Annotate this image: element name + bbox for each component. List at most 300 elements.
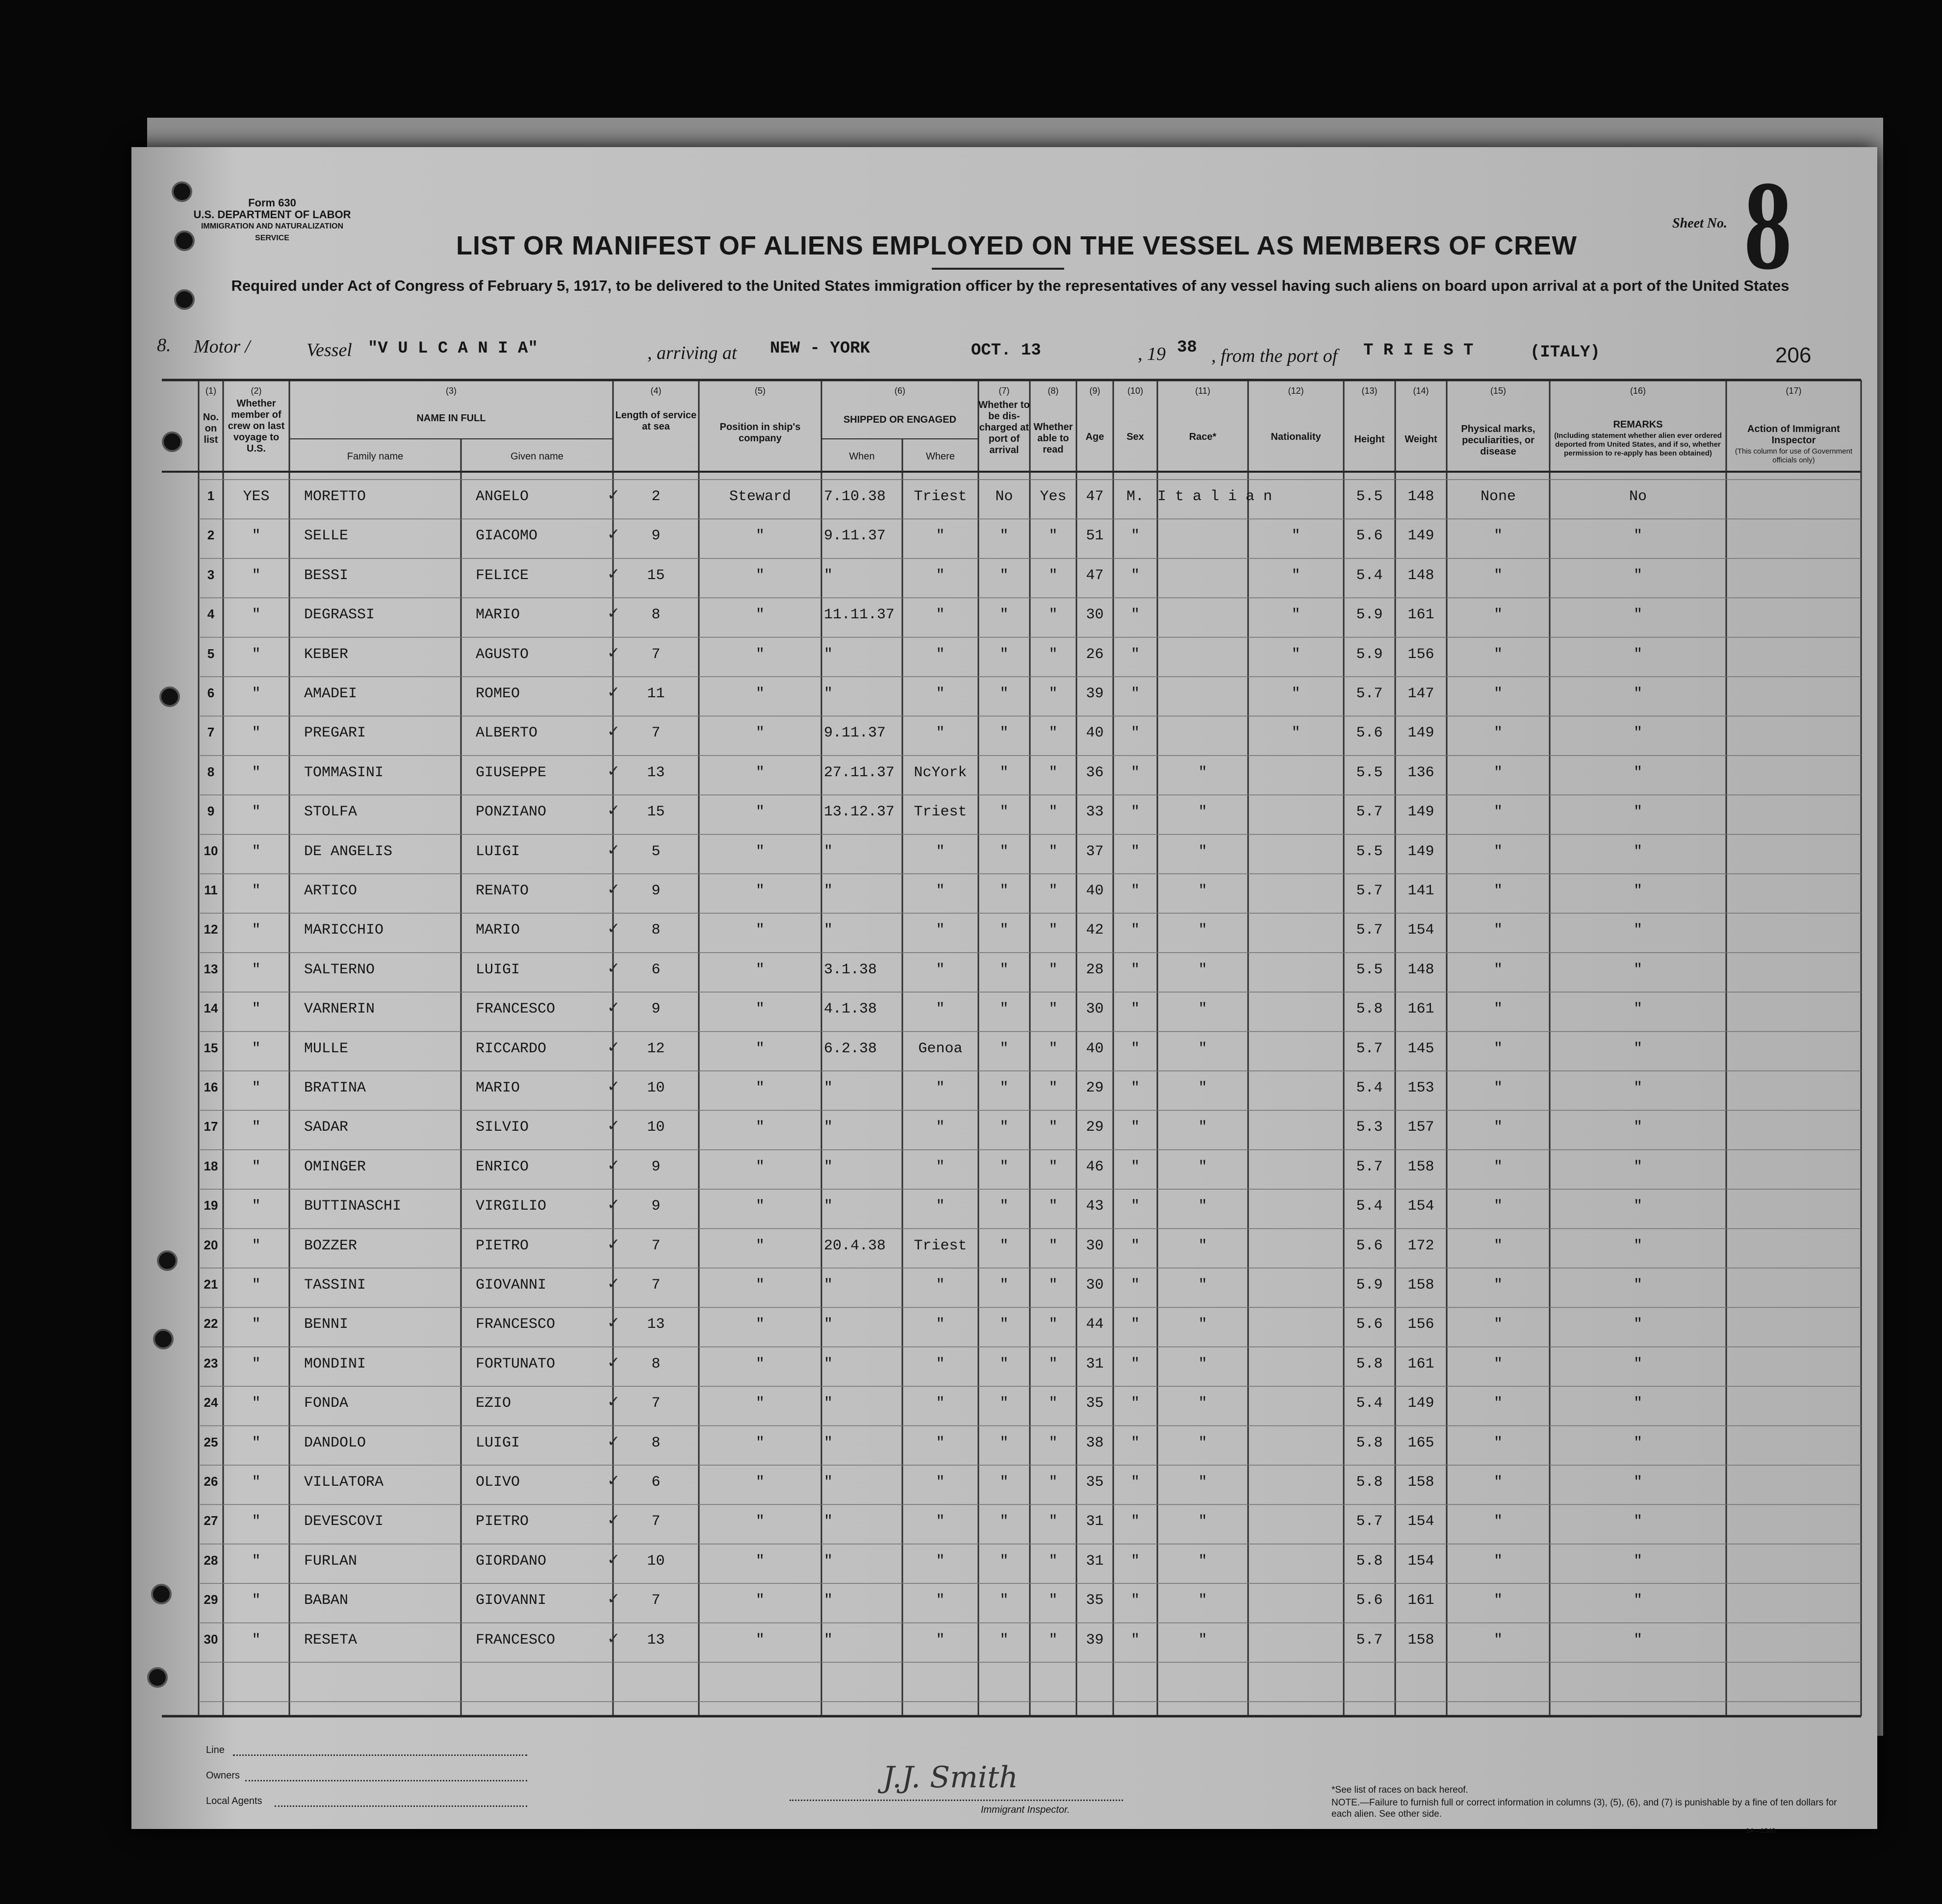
column-number: (13) — [1361, 386, 1378, 396]
header-remarks-note: (Including statement whether alien ever ordered deported from United States, and if so, whether permission to re-apply has been obtained) — [1554, 432, 1722, 457]
cell-service: 7 — [651, 1395, 661, 1412]
cell-read: " — [1048, 1277, 1058, 1294]
cell-remarks: " — [1633, 883, 1642, 899]
cell-sex: " — [1130, 1198, 1140, 1215]
check-mark-icon: ✓ — [608, 1274, 619, 1294]
cell-discharged: " — [999, 1355, 1009, 1372]
cell-remarks: " — [1633, 567, 1642, 584]
cell-service: 10 — [647, 1080, 665, 1096]
cell-marks: " — [1493, 1552, 1503, 1570]
cell-given: ANGELO — [476, 488, 529, 505]
cell-age: 40 — [1086, 883, 1104, 899]
cell-height: 5.6 — [1356, 1592, 1383, 1609]
cell-discharged: " — [999, 646, 1009, 663]
header-prior-voyage: Whether member of crew on last voyage to U.S. — [228, 398, 285, 454]
cell-height: 5.9 — [1356, 607, 1383, 624]
cell-weight: 156 — [1407, 1316, 1434, 1333]
cell-no: 2 — [207, 528, 215, 543]
cell-no: 4 — [207, 607, 215, 622]
cell-weight: 154 — [1407, 922, 1434, 939]
check-mark-icon: ✓ — [608, 1471, 619, 1491]
cell-height: 5.4 — [1356, 1395, 1383, 1412]
header-length-of-service: Length of service at sea — [615, 410, 697, 432]
cell-remarks: " — [1633, 922, 1642, 939]
cell-weight: 154 — [1407, 1198, 1434, 1215]
check-mark-icon: ✓ — [608, 919, 619, 939]
print-code: 14—1340 — [1746, 1827, 1776, 1834]
owners-field — [245, 1780, 527, 1781]
cell-nationality: " — [1291, 685, 1301, 702]
check-mark-icon: ✓ — [608, 1234, 619, 1255]
cell-prev: YES — [243, 488, 270, 505]
column-number: (16) — [1630, 386, 1646, 396]
cell-where: " — [936, 1631, 945, 1649]
cell-discharged: " — [999, 1592, 1009, 1609]
cell-marks: " — [1493, 1434, 1503, 1451]
cell-height: 5.6 — [1356, 1237, 1383, 1254]
arrival-date: OCT. 13 — [971, 341, 1041, 360]
cell-given: VIRGILIO — [476, 1198, 547, 1215]
column-number: (15) — [1490, 386, 1506, 396]
local-agents-field — [275, 1805, 527, 1807]
cell-given: FELICE — [476, 567, 529, 584]
cell-age: 35 — [1086, 1474, 1104, 1491]
cell-remarks: " — [1633, 1513, 1642, 1530]
cell-race: " — [1198, 1434, 1207, 1451]
from-label: , from the port of — [1211, 346, 1338, 366]
cell-prev: " — [252, 1552, 261, 1570]
check-mark-icon: ✓ — [608, 485, 619, 506]
cell-discharged: " — [999, 843, 1009, 860]
cell-service: 2 — [651, 488, 661, 505]
cell-service: 10 — [647, 1552, 665, 1570]
cell-height: 5.5 — [1356, 843, 1383, 860]
cell-no: 6 — [207, 685, 215, 700]
cell-weight: 154 — [1407, 1513, 1434, 1530]
cell-where: " — [936, 1395, 945, 1412]
cell-read: " — [1048, 1158, 1058, 1175]
cell-weight: 141 — [1407, 883, 1434, 899]
stamp-number: 206 — [1775, 343, 1812, 367]
cell-prev: " — [252, 922, 261, 939]
column-number: (4) — [650, 386, 662, 396]
cell-discharged: " — [999, 1198, 1009, 1215]
check-mark-icon: ✓ — [608, 761, 619, 782]
column-number: (1) — [205, 386, 216, 396]
cell-position: " — [755, 1198, 765, 1215]
cell-prev: " — [252, 1158, 261, 1175]
cell-marks: " — [1493, 1198, 1503, 1215]
binder-hole — [172, 181, 192, 202]
cell-weight: 158 — [1407, 1158, 1434, 1175]
cell-read: " — [1048, 804, 1058, 821]
cell-no: 22 — [204, 1316, 218, 1331]
cell-family: OMINGER — [304, 1158, 366, 1175]
cell-height: 5.9 — [1356, 1277, 1383, 1294]
cell-when: 9.11.37 — [824, 725, 886, 742]
cell-given: FRANCESCO — [476, 1001, 556, 1018]
cell-read: " — [1048, 1592, 1058, 1609]
cell-height: 5.7 — [1356, 1631, 1383, 1649]
cell-age: 40 — [1086, 1040, 1104, 1057]
cell-family: TOMMASINI — [304, 764, 384, 781]
cell-height: 5.8 — [1356, 1434, 1383, 1451]
check-mark-icon: ✓ — [608, 1431, 619, 1452]
cell-height: 5.9 — [1356, 646, 1383, 663]
cell-given: GIOVANNI — [476, 1592, 547, 1609]
page-title: LIST OR MANIFEST OF ALIENS EMPLOYED ON THE VESSEL AS MEMBERS OF CREW — [456, 231, 1578, 260]
cell-read: " — [1048, 528, 1058, 545]
cell-given: GIACOMO — [476, 528, 538, 545]
cell-height: 5.4 — [1356, 1080, 1383, 1096]
header-where: Where — [926, 451, 955, 462]
cell-service: 9 — [651, 528, 661, 545]
cell-marks: " — [1493, 961, 1503, 978]
cell-sex: " — [1130, 567, 1140, 584]
cell-discharged: " — [999, 1237, 1009, 1254]
cell-where: " — [936, 922, 945, 939]
cell-when: 7.10.38 — [824, 488, 886, 505]
cell-service: 8 — [651, 1434, 661, 1451]
cell-race: " — [1198, 1080, 1207, 1096]
cell-service: 7 — [651, 1277, 661, 1294]
cell-remarks: " — [1633, 804, 1642, 821]
cell-discharged: " — [999, 725, 1009, 742]
cell-service: 9 — [651, 883, 661, 899]
cell-position: " — [755, 1080, 765, 1096]
cell-prev: " — [252, 1277, 261, 1294]
vessel-name: "V U L C A N I A" — [368, 339, 538, 358]
cell-age: 35 — [1086, 1395, 1104, 1412]
cell-service: 9 — [651, 1001, 661, 1018]
cell-given: PONZIANO — [476, 804, 547, 821]
cell-discharged: " — [999, 1277, 1009, 1294]
cell-sex: " — [1130, 804, 1140, 821]
cell-no: 23 — [204, 1355, 218, 1371]
cell-discharged: " — [999, 1631, 1009, 1649]
cell-age: 30 — [1086, 1237, 1104, 1254]
cell-race: " — [1198, 804, 1207, 821]
cell-where: " — [936, 1316, 945, 1333]
cell-prev: " — [252, 764, 261, 781]
cell-position: " — [755, 1316, 765, 1333]
cell-age: 30 — [1086, 1001, 1104, 1018]
cell-marks: " — [1493, 1001, 1503, 1018]
check-mark-icon: ✓ — [608, 1352, 619, 1373]
cell-family: BOZZER — [304, 1237, 358, 1254]
cell-family: TASSINI — [304, 1277, 366, 1294]
cell-read: " — [1048, 1119, 1058, 1136]
cell-sex: " — [1130, 725, 1140, 742]
cell-no: 26 — [204, 1474, 218, 1489]
cell-sex: " — [1130, 1474, 1140, 1491]
cell-discharged: " — [999, 1001, 1009, 1018]
cell-weight: 158 — [1407, 1631, 1434, 1649]
cell-family: RESETA — [304, 1631, 358, 1649]
signature-line — [790, 1800, 1123, 1801]
cell-when: 4.1.38 — [824, 1001, 877, 1018]
cell-marks: " — [1493, 1631, 1503, 1649]
cell-height: 5.7 — [1356, 1158, 1383, 1175]
cell-remarks: " — [1633, 843, 1642, 860]
cell-marks: " — [1493, 1040, 1503, 1057]
cell-service: 6 — [651, 961, 661, 978]
cell-sex: " — [1130, 1119, 1140, 1136]
cell-position: " — [755, 1237, 765, 1254]
cell-marks: " — [1493, 567, 1503, 584]
cell-family: DANDOLO — [304, 1434, 366, 1451]
cell-position: " — [755, 961, 765, 978]
header-height: Height — [1354, 434, 1385, 445]
cell-discharged: No — [995, 488, 1013, 505]
cell-height: 5.4 — [1356, 567, 1383, 584]
cell-family: STOLFA — [304, 804, 358, 821]
cell-service: 8 — [651, 607, 661, 624]
binder-hole — [174, 289, 195, 310]
cell-discharged: " — [999, 1080, 1009, 1096]
cell-family: DE ANGELIS — [304, 843, 393, 860]
cell-where: NcYork — [914, 764, 967, 781]
cell-given: LUIGI — [476, 843, 520, 860]
cell-no: 18 — [204, 1158, 218, 1173]
cell-family: SELLE — [304, 528, 349, 545]
cell-marks: " — [1493, 1158, 1503, 1175]
cell-height: 5.5 — [1356, 488, 1383, 505]
cell-remarks: " — [1633, 1277, 1642, 1294]
cell-discharged: " — [999, 685, 1009, 702]
cell-sex: " — [1130, 1631, 1140, 1649]
cell-no: 10 — [204, 843, 218, 858]
cell-race: I t a l i a n — [1157, 488, 1273, 505]
cell-service: 7 — [651, 1237, 661, 1254]
cell-given: FORTUNATO — [476, 1355, 556, 1372]
cell-race: " — [1198, 1395, 1207, 1412]
cell-family: ARTICO — [304, 883, 358, 899]
header-position: Position in ship's company — [719, 422, 801, 444]
cell-marks: " — [1493, 725, 1503, 742]
cell-height: 5.6 — [1356, 1316, 1383, 1333]
check-mark-icon: ✓ — [608, 1510, 619, 1531]
cell-where: " — [936, 1001, 945, 1018]
cell-prev: " — [252, 1119, 261, 1136]
cell-remarks: " — [1633, 1080, 1642, 1096]
cell-read: " — [1048, 646, 1058, 663]
cell-prev: " — [252, 1316, 261, 1333]
owners-label: Owners — [206, 1770, 240, 1781]
cell-height: 5.6 — [1356, 725, 1383, 742]
cell-family: BENNI — [304, 1316, 349, 1333]
header-sex: Sex — [1126, 432, 1144, 442]
cell-family: BUTTINASCHI — [304, 1198, 402, 1215]
cell-where: " — [936, 1513, 945, 1530]
cell-weight: 149 — [1407, 843, 1434, 860]
cell-prev: " — [252, 1474, 261, 1491]
cell-sex: " — [1130, 883, 1140, 899]
cell-height: 5.7 — [1356, 1513, 1383, 1530]
binder-hole — [159, 686, 180, 707]
cell-marks: None — [1480, 488, 1516, 505]
cell-no: 28 — [204, 1552, 218, 1568]
cell-marks: " — [1493, 804, 1503, 821]
header-nationality: Nationality — [1271, 432, 1321, 442]
cell-no: 27 — [204, 1513, 218, 1528]
line-field — [233, 1754, 527, 1756]
cell-remarks: " — [1633, 685, 1642, 702]
cell-height: 5.8 — [1356, 1355, 1383, 1372]
check-mark-icon: ✓ — [608, 1628, 619, 1649]
cell-sex: " — [1130, 1080, 1140, 1096]
cell-no: 24 — [204, 1395, 218, 1410]
check-mark-icon: ✓ — [608, 1037, 619, 1058]
cell-sex: " — [1130, 1592, 1140, 1609]
cell-discharged: " — [999, 1513, 1009, 1530]
cell-age: 44 — [1086, 1316, 1104, 1333]
cell-prev: " — [252, 1198, 261, 1215]
cell-discharged: " — [999, 607, 1009, 624]
check-mark-icon: ✓ — [608, 880, 619, 900]
column-number: (3) — [446, 386, 457, 396]
cell-position: " — [755, 1474, 765, 1491]
cell-read: Yes — [1040, 488, 1067, 505]
cell-position: " — [755, 764, 765, 781]
cell-race: " — [1198, 883, 1207, 899]
column-number: (14) — [1413, 386, 1429, 396]
cell-height: 5.7 — [1356, 685, 1383, 702]
title-underline — [932, 268, 1064, 270]
cell-height: 5.4 — [1356, 1198, 1383, 1215]
cell-where: " — [936, 1119, 945, 1136]
cell-weight: 157 — [1407, 1119, 1434, 1136]
cell-race: " — [1198, 1592, 1207, 1609]
cell-when: " — [824, 883, 833, 899]
cell-discharged: " — [999, 1158, 1009, 1175]
cell-race: " — [1198, 1316, 1207, 1333]
cell-height: 5.5 — [1356, 764, 1383, 781]
sheet-number: 8 — [1744, 155, 1792, 296]
cell-read: " — [1048, 685, 1058, 702]
cell-height: 5.3 — [1356, 1119, 1383, 1136]
cell-family: VARNERIN — [304, 1001, 375, 1018]
check-mark-icon: ✓ — [608, 1195, 619, 1216]
cell-race: " — [1198, 1552, 1207, 1570]
cell-remarks: " — [1633, 764, 1642, 781]
cell-no: 5 — [207, 646, 215, 661]
column-number: (11) — [1195, 386, 1210, 396]
header-physical-marks: Physical marks, peculiarities, or disease — [1461, 424, 1535, 457]
cell-sex: " — [1130, 1237, 1140, 1254]
cell-service: 11 — [647, 685, 665, 702]
cell-position: " — [755, 1158, 765, 1175]
cell-given: OLIVO — [476, 1474, 520, 1491]
header-weight: Weight — [1405, 434, 1437, 445]
cell-family: FONDA — [304, 1395, 349, 1412]
cell-position: Steward — [729, 488, 792, 505]
cell-remarks: " — [1633, 646, 1642, 663]
cell-height: 5.8 — [1356, 1552, 1383, 1570]
vessel-type: Motor / — [194, 336, 251, 357]
cell-prev: " — [252, 883, 261, 899]
vessel-label: Vessel — [307, 340, 352, 360]
cell-position: " — [755, 922, 765, 939]
header-no-on-list: No. on list — [203, 412, 219, 445]
cell-height: 5.7 — [1356, 922, 1383, 939]
cell-weight: 154 — [1407, 1552, 1434, 1570]
cell-race: " — [1198, 1277, 1207, 1294]
cell-read: " — [1048, 725, 1058, 742]
cell-no: 19 — [204, 1198, 218, 1213]
header-action-note: (This column for use of Government officials only) — [1735, 447, 1853, 464]
column-number: (5) — [755, 386, 766, 396]
cell-marks: " — [1493, 1316, 1503, 1333]
cell-age: 40 — [1086, 725, 1104, 742]
binder-hole — [147, 1667, 168, 1688]
cell-read: " — [1048, 961, 1058, 978]
cell-nationality: " — [1291, 646, 1301, 663]
cell-read: " — [1048, 764, 1058, 781]
cell-height: 5.5 — [1356, 961, 1383, 978]
cell-remarks: " — [1633, 1316, 1642, 1333]
column-number: (7) — [998, 386, 1010, 396]
column-number: (2) — [251, 386, 262, 396]
cell-sex: " — [1130, 1277, 1140, 1294]
binder-hole — [157, 1250, 178, 1271]
cell-weight: 161 — [1407, 1001, 1434, 1018]
cell-marks: " — [1493, 646, 1503, 663]
cell-family: PREGARI — [304, 725, 366, 742]
cell-sex: " — [1130, 764, 1140, 781]
cell-height: 5.7 — [1356, 883, 1383, 899]
cell-when: 3.1.38 — [824, 961, 877, 978]
cell-read: " — [1048, 1198, 1058, 1215]
cell-marks: " — [1493, 1474, 1503, 1491]
check-mark-icon: ✓ — [608, 643, 619, 663]
cell-when: 6.2.38 — [824, 1040, 877, 1057]
cell-discharged: " — [999, 1434, 1009, 1451]
races-note: *See list of races on back hereof. — [1331, 1785, 1468, 1795]
cell-position: " — [755, 607, 765, 624]
cell-age: 31 — [1086, 1513, 1104, 1530]
cell-when: 20.4.38 — [824, 1237, 886, 1254]
cell-where: " — [936, 1434, 945, 1451]
cell-when: " — [824, 646, 833, 663]
cell-family: SADAR — [304, 1119, 349, 1136]
cell-service: 13 — [647, 1316, 665, 1333]
form-identifier — [191, 197, 353, 244]
column-number: (17) — [1786, 386, 1802, 396]
cell-family: BESSI — [304, 567, 349, 584]
check-mark-icon: ✓ — [608, 1589, 619, 1610]
cell-race: " — [1198, 764, 1207, 781]
column-number: (10) — [1127, 386, 1143, 396]
arrival-port: NEW - YORK — [770, 339, 870, 358]
cell-no: 12 — [204, 922, 218, 937]
cell-remarks: " — [1633, 1631, 1642, 1649]
cell-marks: " — [1493, 1277, 1503, 1294]
local-agents-label: Local Agents — [206, 1796, 262, 1806]
cell-no: 7 — [207, 725, 215, 740]
cell-position: " — [755, 1434, 765, 1451]
cell-race: " — [1198, 1474, 1207, 1491]
cell-race: " — [1198, 1631, 1207, 1649]
cell-age: 51 — [1086, 528, 1104, 545]
cell-no: 20 — [204, 1237, 218, 1252]
header-remarks: REMARKS — [1613, 419, 1663, 430]
cell-age: 31 — [1086, 1355, 1104, 1372]
cell-read: " — [1048, 1474, 1058, 1491]
cell-when: 9.11.37 — [824, 528, 886, 545]
check-mark-icon: ✓ — [608, 1392, 619, 1413]
cell-discharged: " — [999, 883, 1009, 899]
